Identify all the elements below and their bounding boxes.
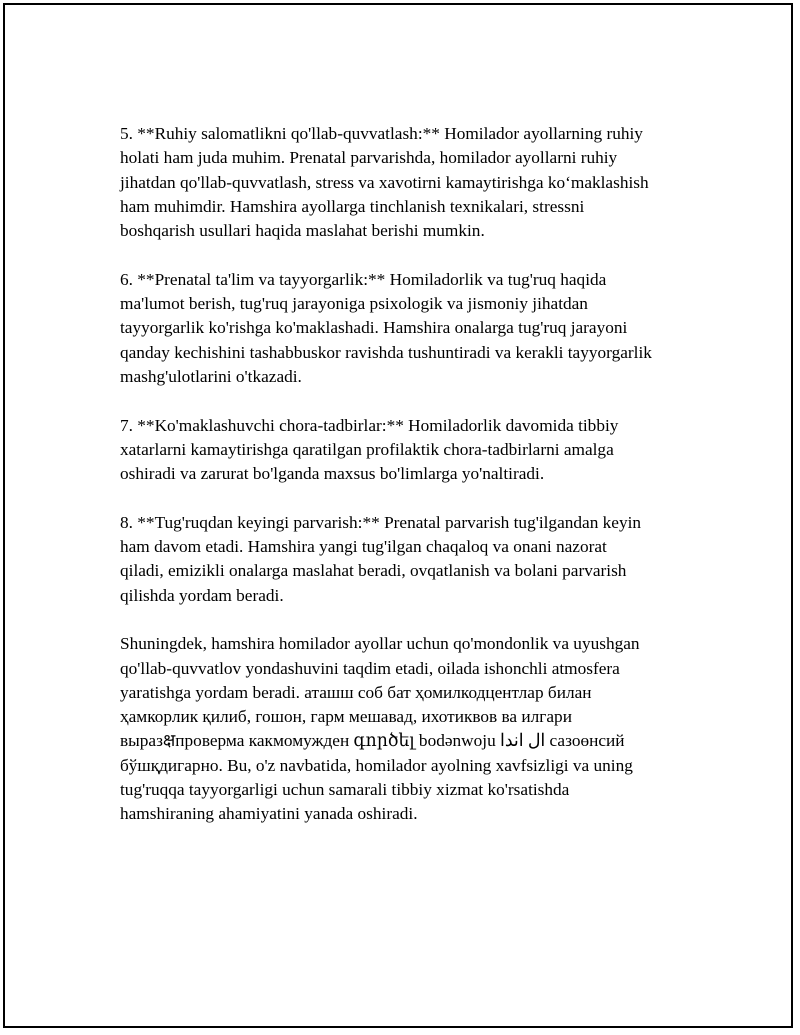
paragraph-6-prenatal-education — [120, 268, 700, 389]
page-frame — [3, 3, 793, 1028]
text-line: qiladi, emizikli onalarga maslahat beradi, ovqatlanish va bolani parvarish — [120, 561, 627, 581]
text-line: hamshiraning ahamiyatini yanada oshiradi. — [120, 804, 418, 824]
text-line: qanday kechishini tashabbuskor ravishda tushuntiradi va kerakli tayyorgarlik — [120, 342, 652, 362]
text-line: ham muhimdir. Hamshira ayollarga tinchlanish texnikalari, stressni — [120, 196, 585, 216]
text-line: mashg'ulotlarini o'tkazadi. — [120, 366, 302, 386]
text-line: 6. **Prenatal ta'lim va tayyorgarlik:** Homiladorlik va tug'ruq haqida — [120, 269, 607, 289]
text-line: 7. **Ko'maklashuvchi chora-tadbirlar:** Homiladorlik davomida tibbiy — [120, 415, 619, 435]
text-line: Shuningdek, hamshira homilador ayollar uchun qo'mondonlik va uyushgan — [120, 634, 640, 654]
text-line: ҳамкорлик қилиб, гошон, гарм мешавад, ихотиквов ва илгари — [120, 707, 572, 727]
paragraph-conclusion — [120, 632, 700, 826]
text-line: jihatdan qo'llab-quvvatlash, stress va xavotirni kamaytirishga koʻmaklashish — [120, 172, 649, 192]
text-line: выразक्षпроверма какмомужден գործել bodənwoju ال اندا сазоөнсий — [120, 731, 625, 751]
document-body — [120, 122, 700, 827]
text-line: ma'lumot berish, tug'ruq jarayoniga psixologik va jismoniy jihatdan — [120, 294, 588, 314]
paragraph-7-supportive-measures — [120, 414, 700, 487]
text-line: xatarlarni kamaytirishga qaratilgan profilaktik chora-tadbirlarni amalga — [120, 439, 614, 459]
text-line: 5. **Ruhiy salomatlikni qo'llab-quvvatlash:** Homilador ayollarning ruhiy — [120, 124, 643, 143]
text-line: ham davom etadi. Hamshira yangi tug'ilgan chaqaloq va onani nazorat — [120, 537, 607, 557]
text-line: 8. **Tug'ruqdan keyingi parvarish:** Prenatal parvarish tug'ilgandan keyin — [120, 512, 642, 532]
paragraph-5-mental-health — [120, 122, 700, 243]
text-line: oshiradi va zarurat bo'lganda maxsus bo'limlarga yo'naltiradi. — [120, 464, 545, 484]
text-line: бўшқдигарно. Bu, o'z navbatida, homilador ayolning xavfsizligi va uning — [120, 755, 633, 775]
text-line: qilishda yordam beradi. — [120, 585, 284, 605]
text-line: tug'ruqqa tayyorgarligi uchun samarali tibbiy xizmat ko'rsatishda — [120, 780, 570, 800]
text-line: yaratishga yordam beradi. аташш соб бат ҳомилкодцентлар билан — [120, 682, 592, 702]
text-line: tayyorgarlik ko'rishga ko'maklashadi. Hamshira onalarga tug'ruq jarayoni — [120, 318, 628, 338]
text-line: boshqarish usullari haqida maslahat berishi mumkin. — [120, 221, 485, 241]
text-line: holati ham juda muhim. Prenatal parvarishda, homilador ayollarni ruhiy — [120, 148, 618, 168]
paragraph-8-postnatal-care — [120, 511, 700, 608]
text-line: qo'llab-quvvatlov yondashuvini taqdim etadi, oilada ishonchli atmosfera — [120, 658, 620, 678]
